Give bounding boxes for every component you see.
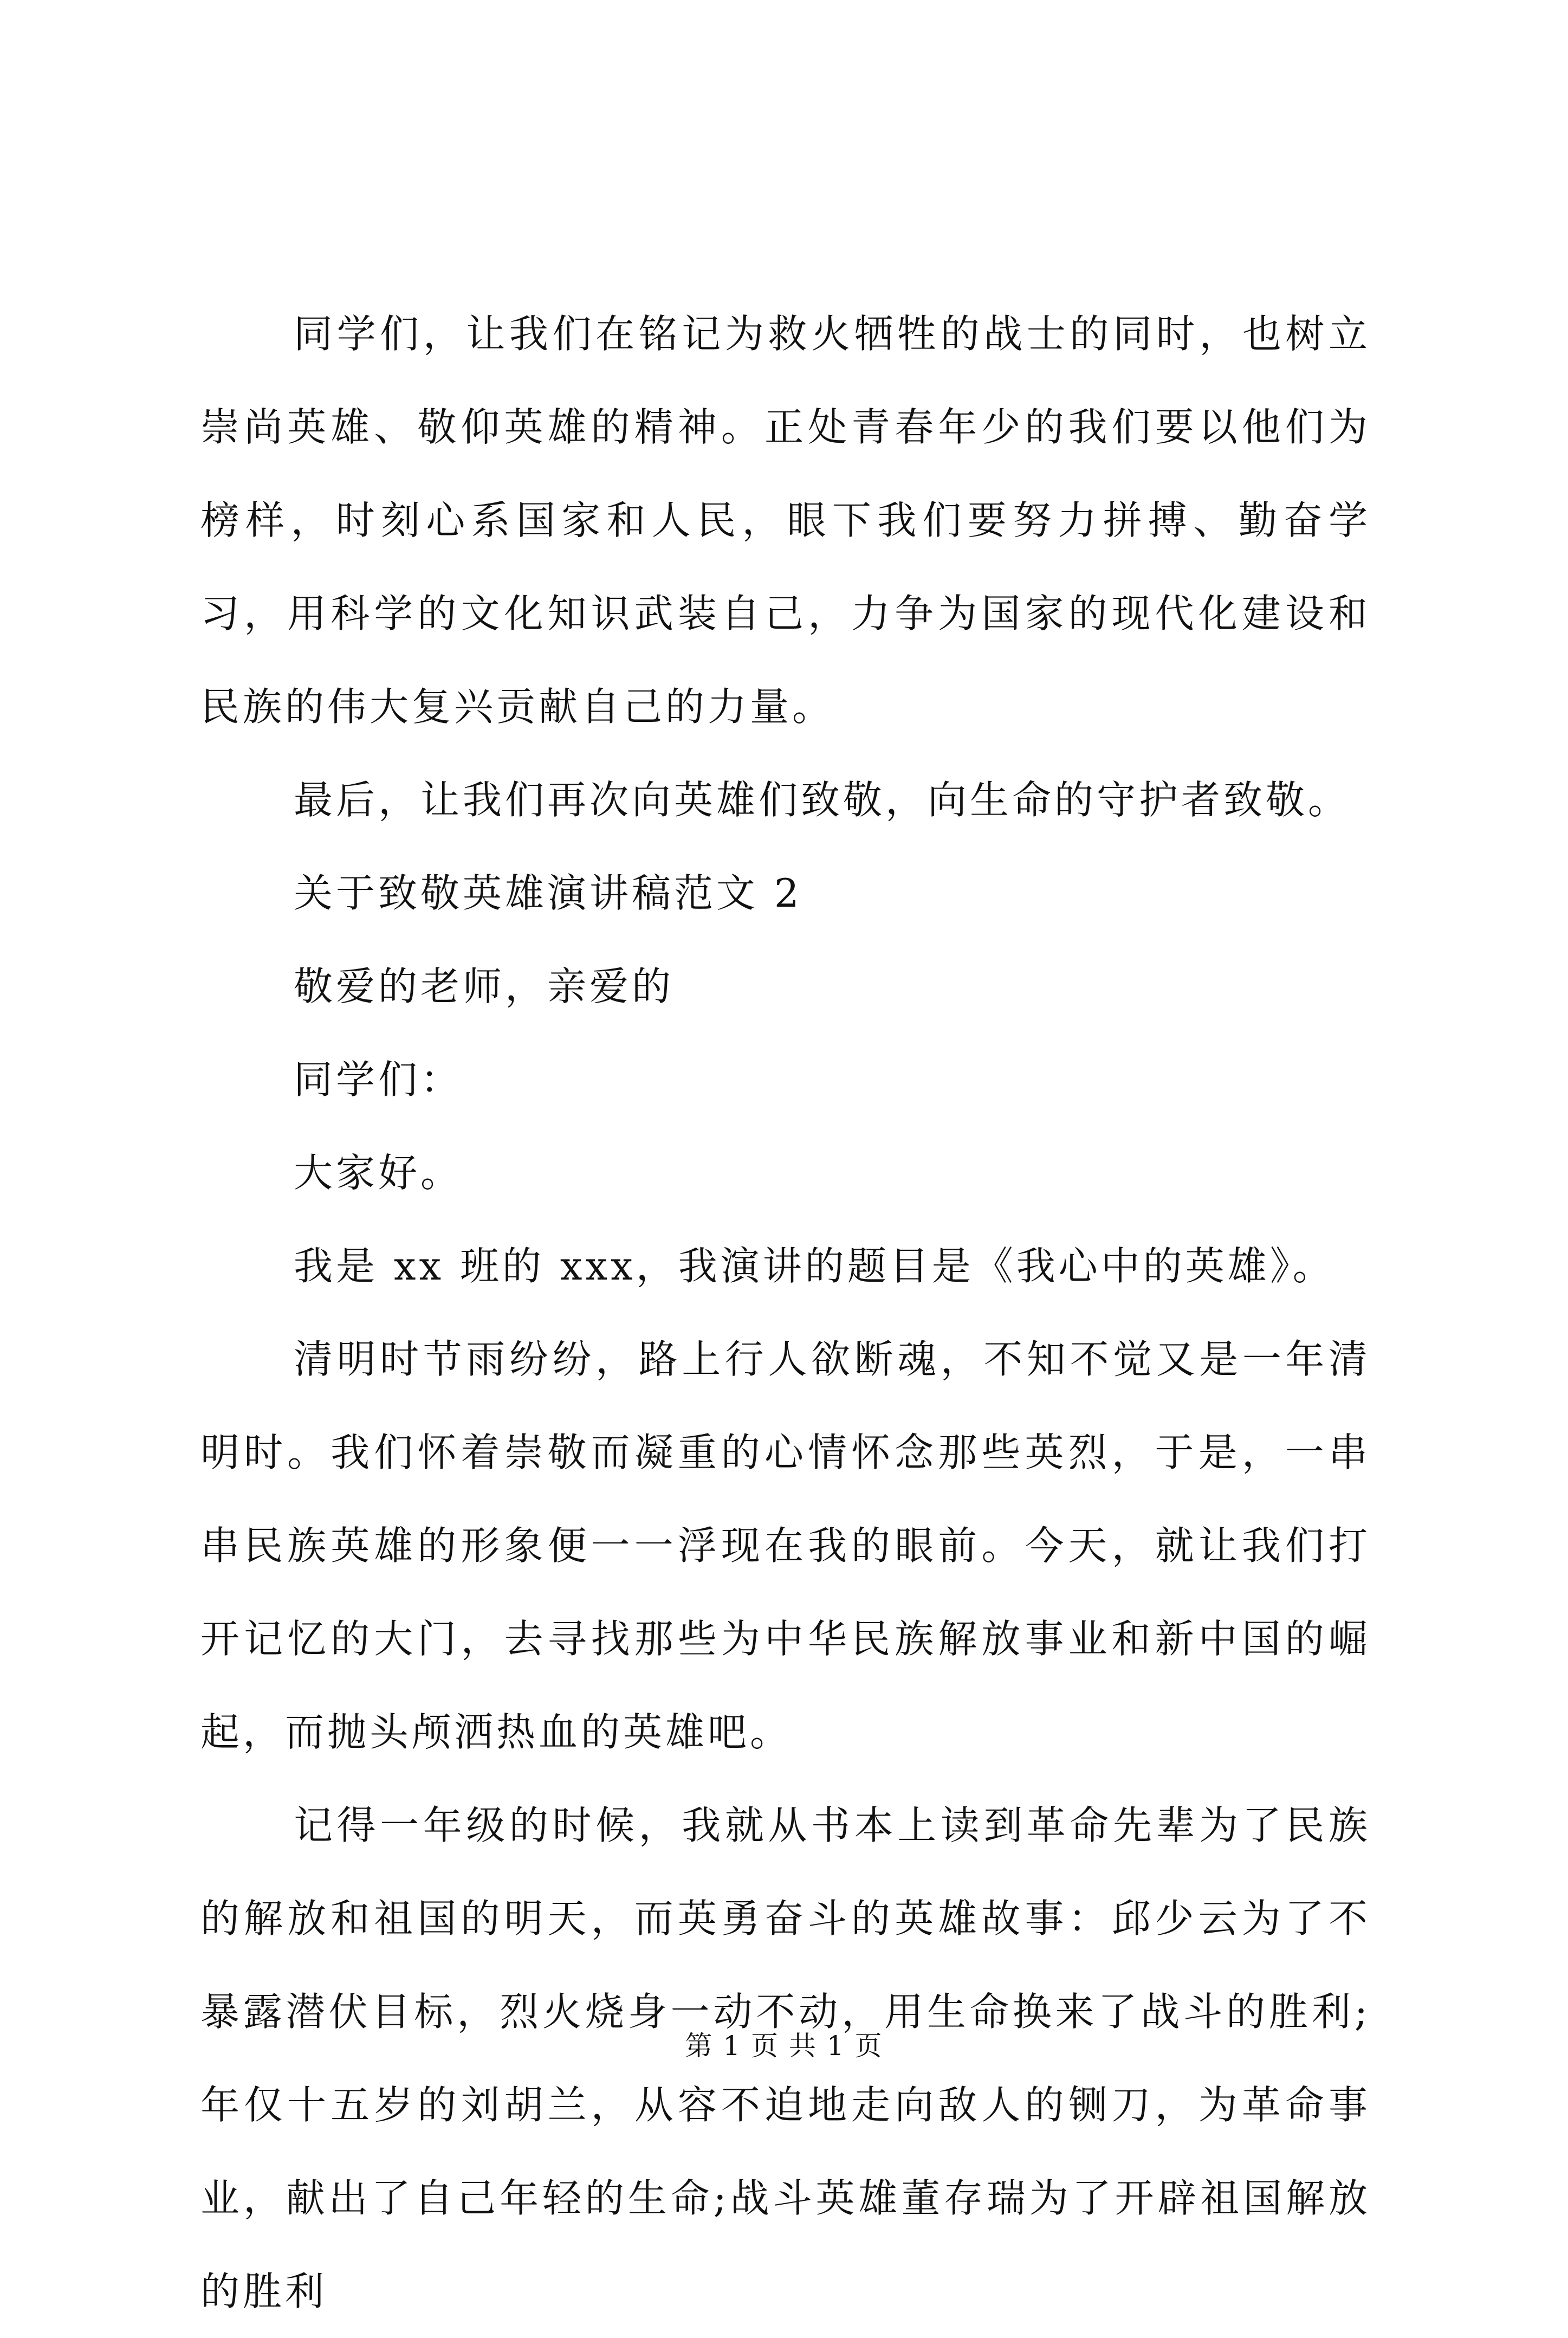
page-footer: 第 1 页 共 1 页 — [685, 2030, 883, 2062]
speaker-intro: 我是 xx 班的 xxx，我演讲的题目是《我心中的英雄》。 — [294, 1243, 1335, 1289]
paragraph-qingming: 清明时节雨纷纷，路上行人欲断魂，不知不觉又是一年清明时。我们怀着崇敬而凝重的心情怀念那些英烈，于是，一串串民族英雄的形象便一一浮现在我的眼前。今天，就让我们打开记忆的大门，去寻找那些为中华民族解放事业和新中国的崛起，而抛头颅洒热血的英雄吧。 — [200, 1336, 1371, 1755]
salutation-line-2: 同学们： — [294, 1057, 463, 1102]
paragraph-heroes-stories: 记得一年级的时候，我就从书本上读到革命先辈为了民族的解放和祖国的明天，而英勇奋斗的英雄故事：邱少云为了不暴露潜伏目标，烈火烧身一动不动，用生命换来了战斗的胜利;年仅十五岁的刘胡兰，从容不迫地走向敌人的铡刀，为革命事业，献出了自己年轻的生命;战斗英雄董存瑞为了开辟祖国解放的胜利 — [200, 1803, 1371, 2314]
salutation-line-1: 敬爱的老师，亲爱的 — [294, 964, 675, 1009]
section-heading: 关于致敬英雄演讲稿范文 2 — [294, 870, 802, 916]
paragraph-salute: 最后，让我们再次向英雄们致敬，向生命的守护者致敬。 — [294, 777, 1351, 823]
paragraph-tribute-closing: 同学们，让我们在铭记为救火牺牲的战士的同时，也树立崇尚英雄、敬仰英雄的精神。正处青春年少的我们要以他们为榜样，时刻心系国家和人民，眼下我们要努力拼搏、勤奋学习，用科学的文化知识武装自己，力争为国家的现代化建设和民族的伟大复兴贡献自己的力量。 — [200, 311, 1371, 729]
greeting: 大家好。 — [294, 1150, 463, 1196]
